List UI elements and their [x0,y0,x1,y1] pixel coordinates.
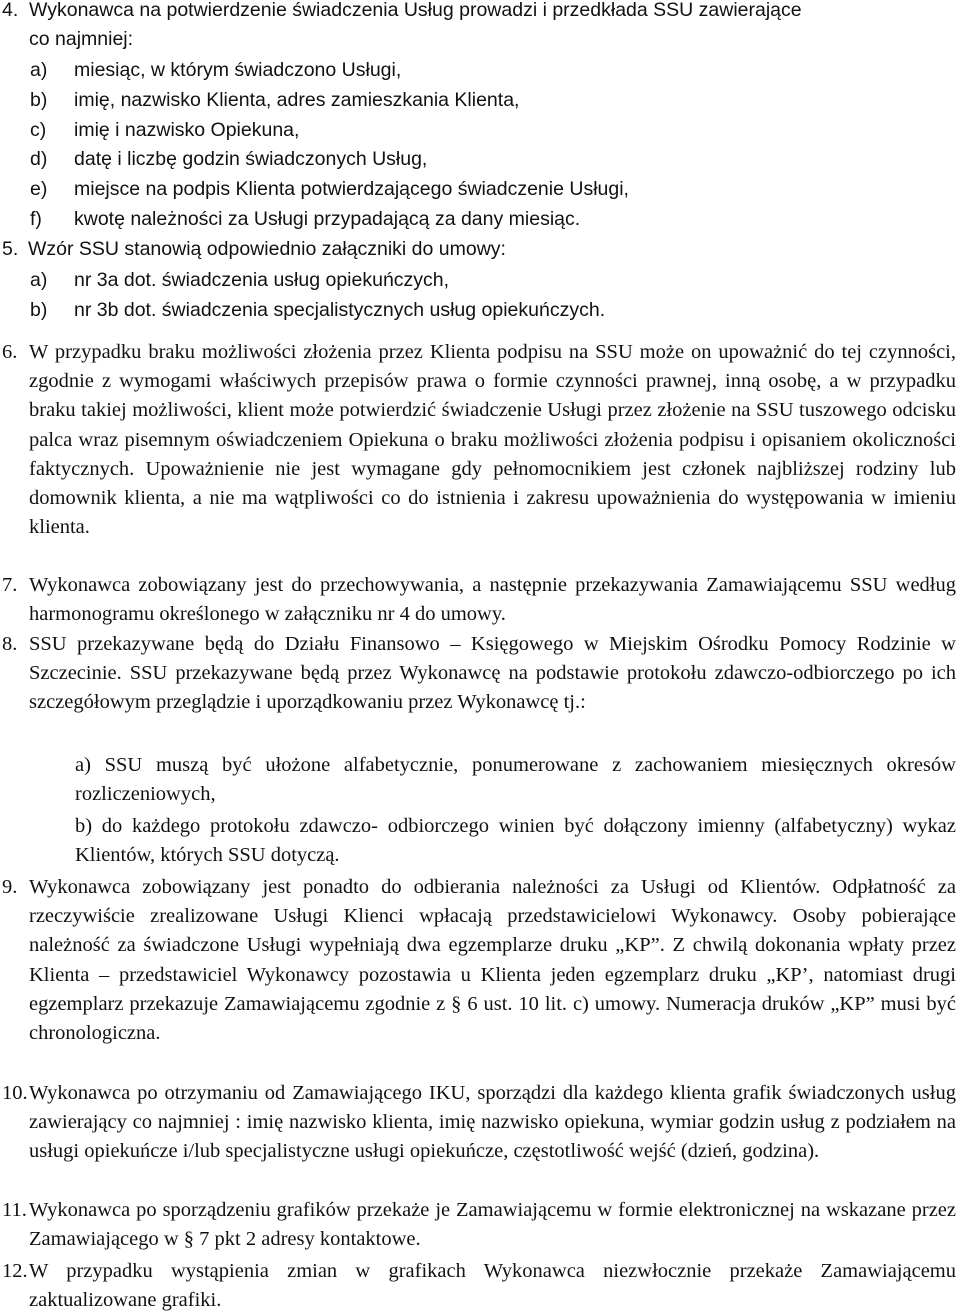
section-number: 11. [2,1199,27,1221]
list-item-label: e) [30,178,48,200]
section-paragraph: Wykonawca po sporządzeniu grafików przekaże je Zamawiającemu w formie elektronicznej na wskazane przez Zamawiającego w § 7 pkt 2 adresy kontaktowe. [29,1199,956,1251]
section-number: 6. [2,341,18,363]
section-number: 9. [2,876,18,898]
section-paragraph: Wykonawca zobowiązany jest ponadto do odbierania należności za Usługi od Klientów. Odpłatność za rzeczywiście zrealizowane Usługi Klienci wpłacają przedstawicielowi Wykonawcy. Osoby pobierające należność za świadczone Usługi wypełniają dwa egzemplarze druku „KP”. Z chwilą dokonania wpłaty przez Klienta – przedstawiciel Wykonawcy pozostawia u Klienta jeden egzemplarz druku „KP’, natomiast drugi egzemplarz przekazuje Zamawiającemu zgodnie z § 6 ust. 10 lit. c) umowy. Numeracja druków „KP” musi być chronologiczna. [29,876,956,1045]
list-item-text: nr 3b dot. świadczenia specjalistycznych usług opiekuńczych. [74,299,606,321]
sub-item-b: b) do każdego protokołu zdawczo- odbiorczego winien być dołączony imienny (alfabetyczny) wykaz Klientów, których SSU dotyczą. [75,815,956,867]
list-item-text: imię, nazwisko Klienta, adres zamieszkania Klienta, [74,89,520,111]
section-number: 5. [2,238,19,260]
section-number: 7. [2,574,18,596]
section-paragraph: W przypadku wystąpienia zmian w grafikach Wykonawca niezwłocznie przekaże Zamawiającemu zaktualizowane grafiki. [29,1260,956,1312]
section-number: 8. [2,633,18,655]
section-text-line: co najmniej: [29,28,134,50]
list-item-label: c) [30,119,47,141]
list-item-label: b) [30,89,48,111]
list-item-label: a) [30,269,48,291]
list-item-text: imię i nazwisko Opiekuna, [74,119,300,141]
list-item-text: kwotę należności za Usługi przypadającą za dany miesiąc. [74,208,581,230]
list-item-label: d) [30,148,48,170]
section-paragraph: W przypadku braku możliwości złożenia przez Klienta podpisu na SSU może on upoważnić do tej czynności, zgodnie z wymogami właściwych przepisów prawa o formie czynności prawnej, inną osobę, a w przypadku braku takiej możliwości, klient może potwierdzić świadczenie Usługi przez złożenie na SSU tuszowego odcisku palca wraz pisemnym oświadczeniem Opiekuna o braku możliwości złożenia podpisu i opisaniem okoliczności faktycznych. Upoważnienie nie jest wymagane gdy pełnomocnikiem jest członek najbliższej rodziny lub domownik klienta, a nie ma wątpliwości co do istnienia i zakresu upoważnienia do występowania w imieniu klienta. [29,341,956,539]
section-paragraph: SSU przekazywane będą do Działu Finansowo – Księgowego w Miejskim Ośrodku Pomocy Rodzinie w Szczecinie. SSU przekazywane będą przez Wykonawcę na podstawie protokołu zdawczo-odbiorczego po ich szczegółowym przeglądzie i uporządkowaniu przez Wykonawcę tj.: [29,633,956,714]
list-item-text: nr 3a dot. świadczenia usług opiekuńczych, [74,269,450,291]
list-item-label: b) [30,299,48,321]
section-number: 12. [2,1260,28,1282]
section-number: 10. [2,1082,28,1104]
list-item-text: datę i liczbę godzin świadczonych Usług, [74,148,428,170]
list-item-text: miejsce na podpis Klienta potwierdzającego świadczenie Usługi, [74,178,629,200]
section-paragraph: Wykonawca zobowiązany jest do przechowywania, a następnie przekazywania Zamawiającemu SSU według harmonogramu określonego w załączniku nr 4 do umowy. [29,574,956,626]
list-item-text: miesiąc, w którym świadczono Usługi, [74,59,402,81]
section-text-line: Wykonawca na potwierdzenie świadczenia Usług prowadzi i przedkłada SSU zawierające [29,0,802,21]
list-item-label: f) [30,208,42,230]
section-text-line: Wzór SSU stanowią odpowiednio załączniki do umowy: [28,238,506,260]
list-item-label: a) [30,59,48,81]
section-paragraph: Wykonawca po otrzymaniu od Zamawiającego IKU, sporządzi dla każdego klienta grafik świadczonych usług zawierający co najmniej : imię nazwisko klienta, imię nazwisko opiekuna, wymiar godzin usług z podziałem na usługi opiekuńcze i/lub specjalistyczne usługi opiekuńcze, częstotliwość wejść (dzień, godzina). [29,1082,956,1163]
section-number: 4. [2,0,19,21]
sub-item-a: a) SSU muszą być ułożone alfabetycznie, ponumerowane z zachowaniem miesięcznych okresów rozliczeniowych, [75,754,956,806]
